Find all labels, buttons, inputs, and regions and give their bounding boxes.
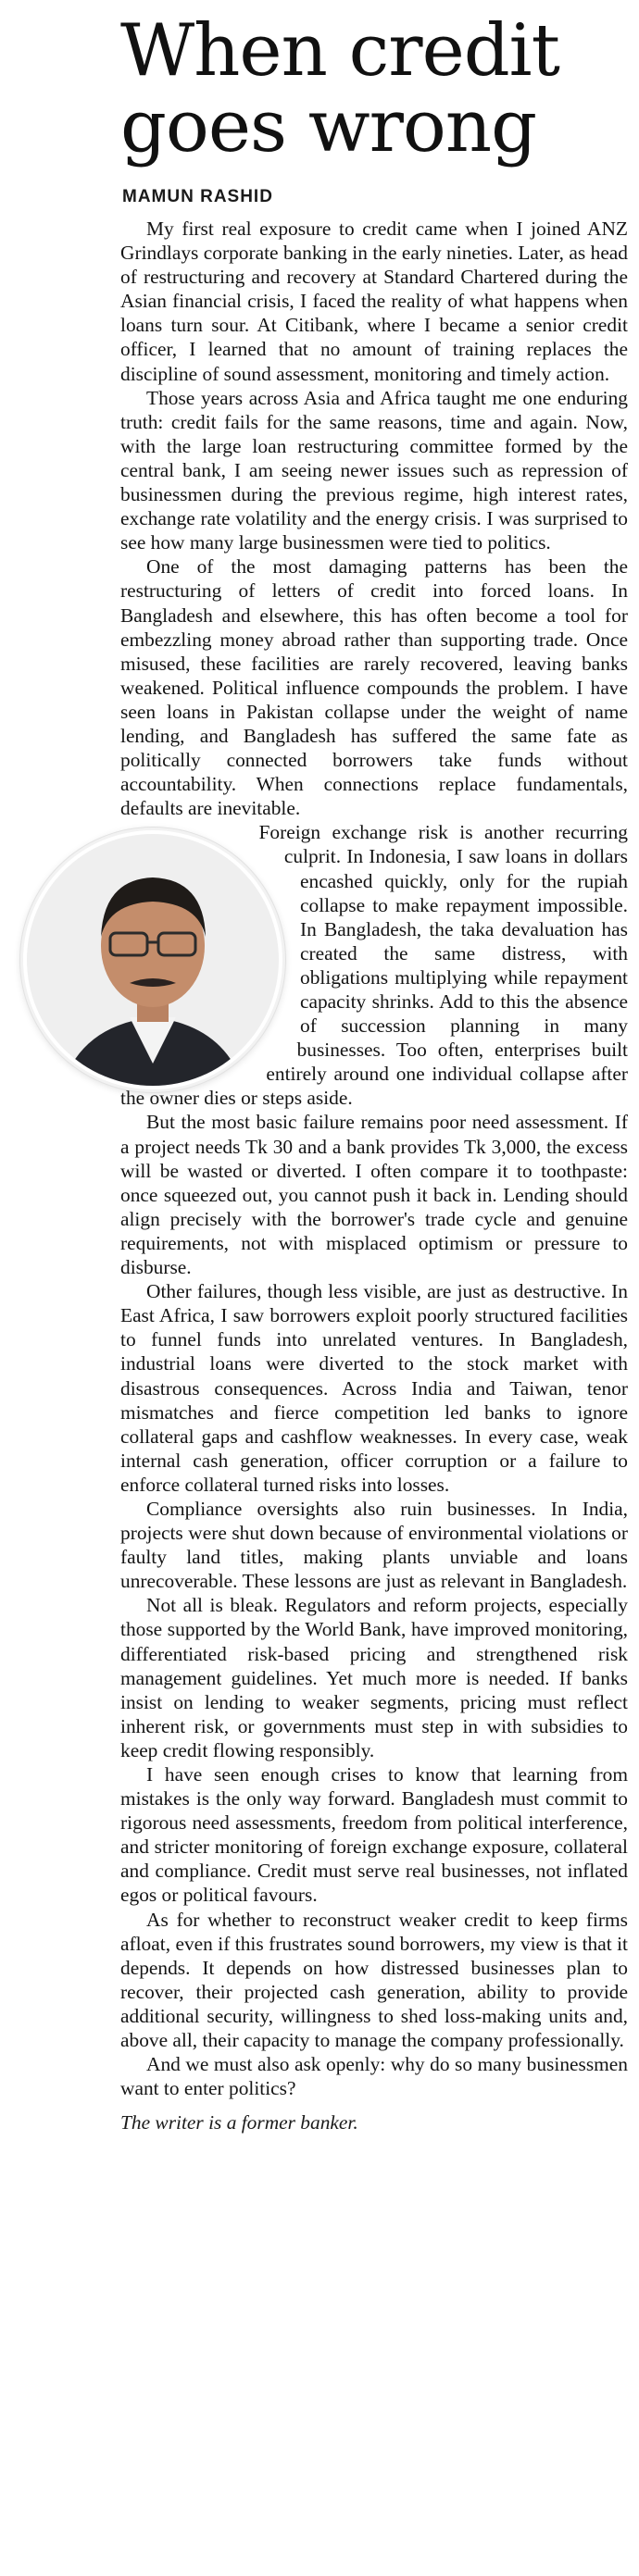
portrait-icon bbox=[20, 828, 285, 1092]
headline: When credit goes wrong bbox=[120, 9, 559, 168]
paragraph-3: One of the most damaging patterns has been the restructuring of letters of credit into forced loans. In Bangladesh and elsewhere, this has often become a tool for embezzling money abroad rather than supporting trade. Once misused, these facilities are rarely recovered, leaving banks weakened. Political influence compounds the problem. I have seen loans in Pakistan collapse under the weight of name lending, and Bangladesh has suffered the same fate as politically connected borrowers take funds without accountability. When connections replace fundamentals, defaults are inevitable. bbox=[120, 555, 628, 820]
author-photo-wrap bbox=[20, 828, 285, 1092]
article-body bbox=[120, 217, 628, 2100]
paragraph-1: My first real exposure to credit came when I joined ANZ Grindlays corporate banking in the early nineties. Later, as head of restructuring and recovery at Standard Chartered during the Asian financial crisis, I faced the reality of what happens when loans turn sour. At Citibank, where I became a senior credit officer, I learned that no amount of training replaces the discipline of sound assessment, monitoring and timely action. bbox=[120, 218, 628, 385]
author-portrait-photo bbox=[20, 828, 285, 1092]
paragraph-11: And we must also ask openly: why do so many businessmen want to enter politics? bbox=[120, 2053, 628, 2100]
author-note: The writer is a former banker. bbox=[120, 2111, 358, 2134]
paragraph-9: I have seen enough crises to know that learning from mistakes is the only way forward. Bangladesh must commit to rigorous need assessments, freedom from political interference, and stricter monitoring of foreign exchange exposure, collateral and compliance. Credit must serve real businesses, not inflated egos or political favours. bbox=[120, 1763, 628, 1907]
paragraph-2: Those years across Asia and Africa taught me one enduring truth: credit fails for the same reasons, time and again. Now, with the large loan restructuring committee formed by the central bank, I am seeing newer issues such as repression of businessmen during the previous regime, high interest rates, exchange rate volatility and the energy crisis. I was surprised to see how many large businessmen were tied to politics. bbox=[120, 386, 628, 554]
article-column bbox=[120, 9, 628, 2134]
paragraph-6: Other failures, though less visible, are just as destructive. In East Africa, I saw borrowers exploit poorly structured facilities to funnel funds into unrelated ventures. In Bangladesh, industrial loans were diverted to the stock market with disastrous consequences. Across India and Taiwan, tenor mismatches and fierce competition led banks to ignore collateral gaps and cashflow weaknesses. In every case, weak internal cash generation, officer corruption or a failure to enforce collateral turned risks into losses. bbox=[120, 1280, 628, 1496]
byline: MAMUN RASHID bbox=[122, 187, 273, 206]
paragraph-5: But the most basic failure remains poor need assessment. If a project needs Tk 30 and a bank provides Tk 3,000, the excess will be wasted or diverted. I often compare it to toothpaste: once squeezed out, you cannot push it back in. Lending should align precisely with the borrower's trade cycle and genuine requirements, not with misplaced optimism or pressure to disburse. bbox=[120, 1111, 628, 1279]
paragraph-4: Foreign exchange risk is another recurring culprit. In Indonesia, I saw loans in dollars encashed quickly, only for the rupiah collapse to make repayment impossible. In Bangladesh, the taka devaluation has created the same distress, with obligations multiplying while repayment capacity shrinks. Add to this the absence of succession planning in many businesses. Too often, enterprises built entirely around one individual collapse after the owner dies or steps aside. bbox=[120, 821, 628, 1110]
paragraph-8: Not all is bleak. Regulators and reform projects, especially those supported by the World Bank, have improved monitoring, differentiated risk-based pricing and strengthened risk management guidelines. Yet much more is needed. If banks insist on lending to weaker segments, pricing must reflect inherent risk, or governments must step in with subsidies to keep credit flowing responsibly. bbox=[120, 1594, 628, 1761]
paragraph-7: Compliance oversights also ruin businesses. In India, projects were shut down because of environmental violations or faulty land titles, making plants unviable and loans unrecoverable. These lessons are just as relevant in Bangladesh. bbox=[120, 1497, 628, 1593]
paragraph-10: As for whether to reconstruct weaker credit to keep firms afloat, even if this frustrates sound borrowers, my view is that it depends. It depends on how distressed businesses plan to recover, their projected cash generation, ability to provide additional security, willingness to shed loss-making units and, above all, their capacity to manage the company professionally. bbox=[120, 1908, 628, 2052]
